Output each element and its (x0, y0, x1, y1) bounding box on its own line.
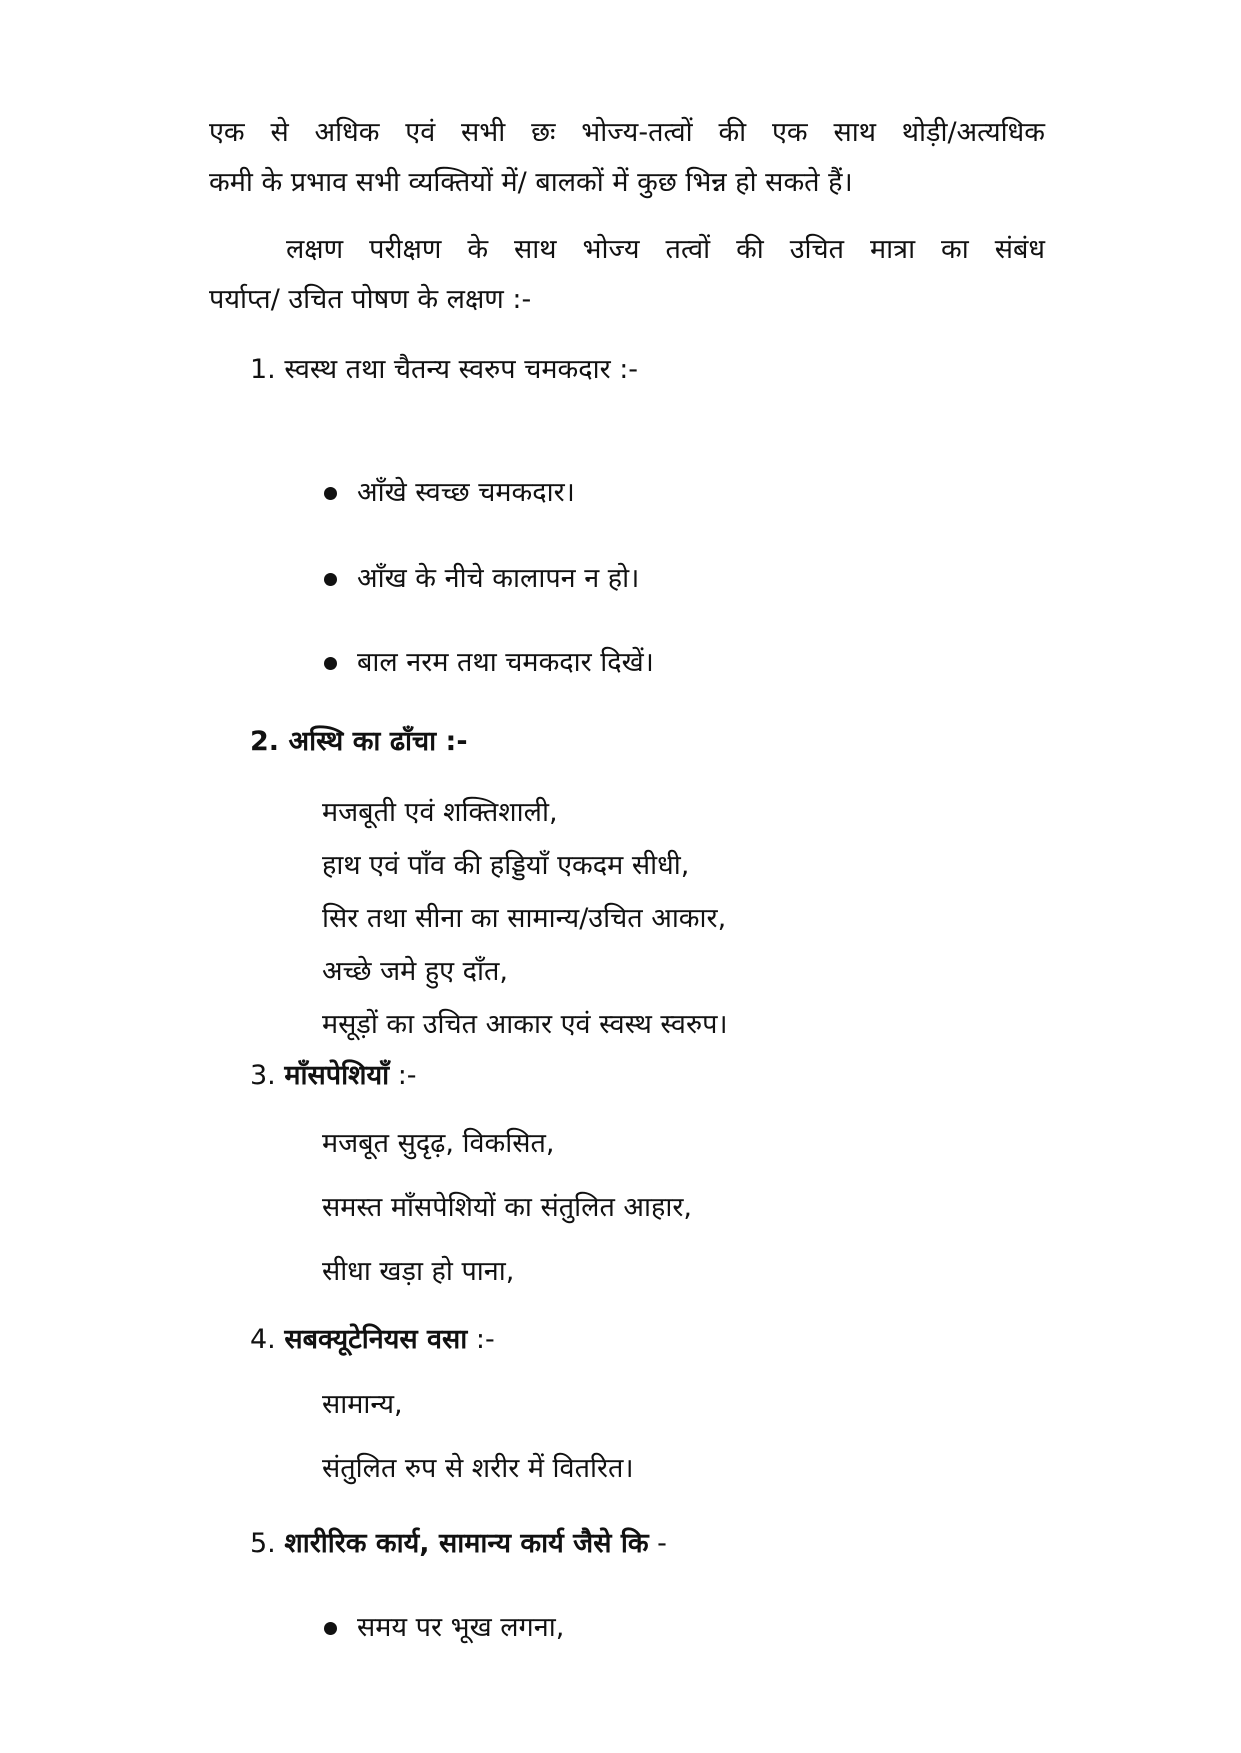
bullet-icon (324, 657, 337, 670)
section-4-number: 4. (250, 1324, 276, 1355)
paragraph-1-line-1: एक से अधिक एवं सभी छः भोज्य-तत्वों की एक साथ थोड़ी/अत्यधिक (209, 117, 1045, 148)
section-5-item-1: समय पर भूख लगना, (357, 1612, 565, 1643)
section-2-item-2: हाथ एवं पाँव की हड्डियाँ एकदम सीधी, (322, 850, 690, 881)
paragraph-1-line-2: कमी के प्रभाव सभी व्यक्तियों में/ बालकों में कुछ भिन्न हो सकते हैं। (209, 167, 853, 198)
section-5-suffix: - (657, 1528, 667, 1559)
section-2-number: 2. (250, 726, 280, 757)
section-2-item-3: सिर तथा सीना का सामान्य/उचित आकार, (322, 903, 727, 934)
section-2-item-1: मजबूती एवं शक्तिशाली, (322, 797, 558, 828)
paragraph-2-line-1: लक्षण परीक्षण के साथ भोज्य तत्वों की उचित मात्रा का संबंध (286, 234, 1045, 265)
section-1-heading (250, 350, 638, 390)
bullet-icon (324, 487, 337, 500)
section-2-heading (250, 722, 468, 762)
section-3-title: माँसपेशियाँ (284, 1060, 390, 1091)
section-1-item-2: आँख के नीचे कालापन न हो। (357, 563, 640, 594)
section-3-item-2: समस्त माँसपेशियों का संतुलित आहार, (322, 1192, 692, 1223)
section-4-suffix: :- (475, 1324, 495, 1355)
section-1-title: स्वस्थ तथा चैतन्य स्वरुप चमकदार :- (284, 354, 639, 385)
bullet-icon (324, 1622, 337, 1635)
section-3-item-3: सीधा खड़ा हो पाना, (322, 1256, 515, 1287)
section-1-item-3: बाल नरम तथा चमकदार दिखें। (357, 647, 654, 678)
section-5-title: शारीरिक कार्य, सामान्य कार्य जैसे कि (284, 1528, 649, 1559)
section-2-title: अस्थि का ढाँचा :- (288, 726, 468, 757)
section-3-heading (250, 1056, 417, 1096)
section-4-title: सबक्यूटेनियस वसा (284, 1324, 468, 1355)
section-2-item-5: मसूड़ों का उचित आकार एवं स्वस्थ स्वरुप। (322, 1009, 728, 1040)
section-4-heading (250, 1320, 495, 1360)
section-3-item-1: मजबूत सुदृढ़, विकसित, (322, 1128, 555, 1159)
section-1-number: 1. (250, 354, 276, 385)
section-5-number: 5. (250, 1528, 276, 1559)
paragraph-2-line-2: पर्याप्त/ उचित पोषण के लक्षण :- (209, 284, 532, 315)
section-5-heading (250, 1524, 667, 1564)
section-3-suffix: :- (397, 1060, 417, 1091)
bullet-icon (324, 573, 337, 586)
section-4-item-1: सामान्य, (322, 1389, 403, 1420)
section-3-number: 3. (250, 1060, 276, 1091)
section-2-item-4: अच्छे जमे हुए दाँत, (322, 956, 508, 987)
section-1-item-1: आँखे स्वच्छ चमकदार। (357, 477, 575, 508)
section-4-item-2: संतुलित रुप से शरीर में वितरित। (322, 1453, 634, 1484)
